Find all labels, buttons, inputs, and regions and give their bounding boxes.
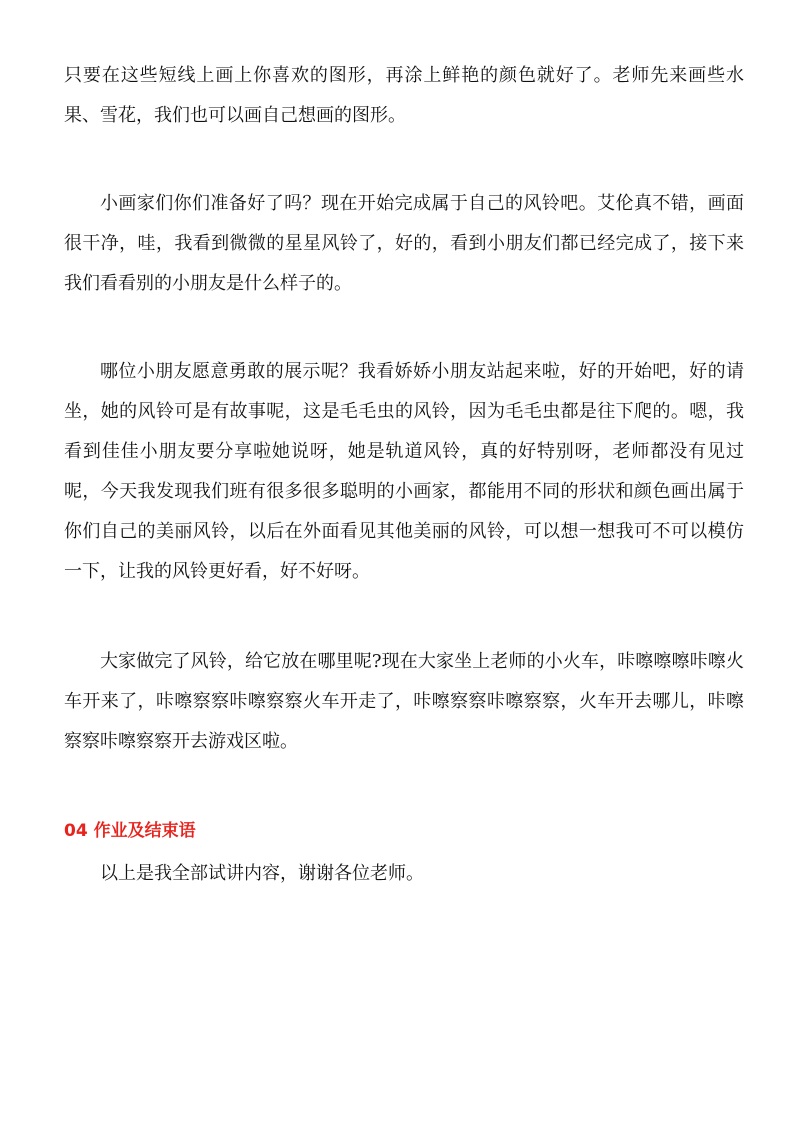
paragraph-3: 哪位小朋友愿意勇敢的展示呢？我看娇娇小朋友站起来啦，好的开始吧，好的请坐，她的风铃可是有故事呢，这是毛毛虫的风铃，因为毛毛虫都是往下爬的。嗯，我看到佳佳小朋友要分享啦她说呀，她是轨道风铃，真的好特别呀，老师都没有见过呢，今天我发现我们班有很多很多聪明的小画家，都能用不同的形状和颜色画出属于你们自己的美丽风铃，以后在外面看见其他美丽的风铃，可以想一想我可不可以模仿一下，让我的风铃更好看，好不好呀。 (64, 361, 744, 582)
section-heading: 04 作业及结束语 (64, 821, 196, 841)
closing-paragraph: 以上是我全部试讲内容，谢谢各位老师。 (100, 863, 424, 884)
paragraph-4: 大家做完了风铃，给它放在哪里呢?现在大家坐上老师的小火车，咔嚓嚓嚓咔嚓火车开来了，咔嚓察察咔嚓察察火车开走了，咔嚓察察咔嚓察察，火车开去哪儿，咔嚓察察咔嚓察察开去游戏区啦。 (64, 651, 744, 752)
paragraph-2: 小画家们你们准备好了吗？现在开始完成属于自己的风铃吧。艾伦真不错，画面很干净，哇，我看到微微的星星风铃了，好的，看到小朋友们都已经完成了，接下来我们看看别的小朋友是什么样子的。 (64, 193, 744, 294)
paragraph-1: 只要在这些短线上画上你喜欢的图形，再涂上鲜艳的颜色就好了。老师先来画些水果、雪花，我们也可以画自己想画的图形。 (64, 65, 744, 126)
